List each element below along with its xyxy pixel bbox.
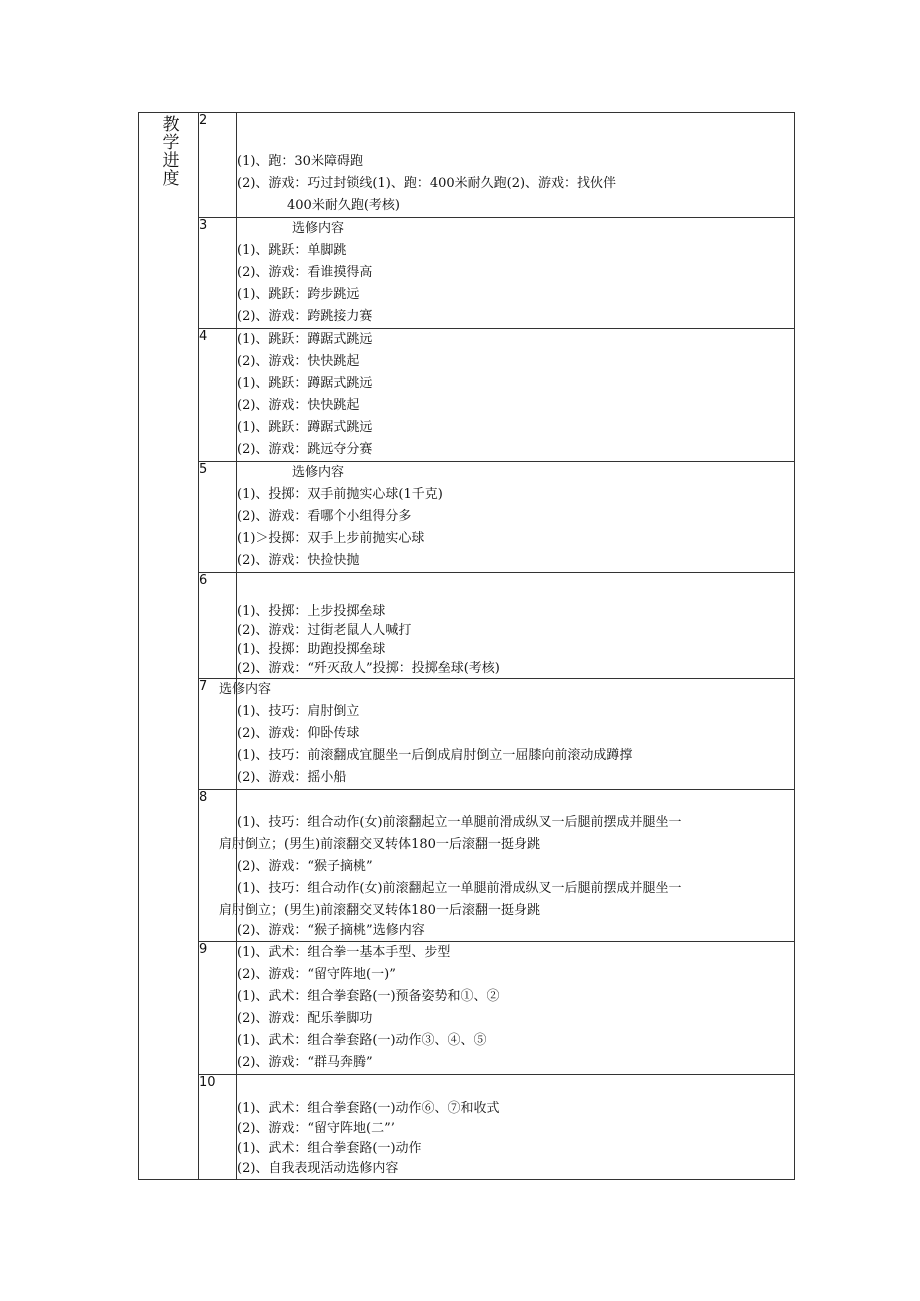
- row-content: [219, 679, 795, 790]
- table-row: [139, 942, 795, 1075]
- row-content: [237, 113, 795, 218]
- content-line: (2)、游戏：看谁摸得高: [237, 265, 373, 280]
- row-number: 5: [199, 462, 237, 573]
- content-line: (1)、武术：组合拳套路(一)动作③、④、⑤: [237, 1033, 487, 1048]
- content-line: [237, 790, 794, 812]
- table-row: [139, 1075, 795, 1180]
- content-line: (2)、游戏：跳远夺分赛: [237, 442, 373, 457]
- teaching-progress-header: 教学进度: [158, 115, 179, 187]
- row-content: [237, 1075, 795, 1180]
- row-number: 10: [199, 1075, 237, 1180]
- table-row: [139, 573, 795, 679]
- content-line: (1)、跳跃：单脚跳: [237, 243, 347, 258]
- content-line: (2)、游戏：配乐拳脚功: [237, 1011, 373, 1026]
- content-line: (1)、技巧：组合动作(女)前滚翻起立一单腿前滑成纵叉一后腿前摆成并腿坐一: [237, 881, 682, 896]
- table-row: [139, 462, 795, 573]
- row-number: 8: [199, 790, 237, 942]
- row-number: 7: [199, 679, 237, 790]
- content-line: (1)、跑：30米障碍跑: [237, 154, 363, 169]
- content-line: (2)、游戏：过街老鼠人人喊打: [237, 623, 412, 638]
- row-content: [237, 218, 795, 329]
- row-content: [219, 790, 795, 942]
- content-line: 选修内容: [292, 465, 345, 480]
- content-line: (2)、游戏：“群马奔腾”: [237, 1055, 373, 1070]
- content-line: [237, 583, 794, 602]
- content-line: (2)、游戏：跨跳接力赛: [237, 309, 373, 324]
- content-line: (1)、跳跃：跨步跳远: [237, 287, 360, 302]
- content-line: (1)、技巧：组合动作(女)前滚翻起立一单腿前滑成纵叉一后腿前摆成并腿坐一: [237, 815, 682, 830]
- content-line: (2)、游戏：“留守阵地(二”’: [237, 1121, 395, 1136]
- row-content: [237, 329, 795, 462]
- content-line: (1)、技巧：前滚翻成宜腿坐一后倒成肩肘倒立一屈膝向前滚动成蹲撑: [237, 748, 633, 763]
- content-line: (1)、武术：组合拳套路(一)动作: [237, 1141, 422, 1156]
- schedule-table: [138, 112, 795, 1180]
- content-line: (2)、游戏：仰卧传球: [237, 726, 360, 741]
- table-row: [139, 790, 795, 942]
- content-line: 选修内容: [219, 682, 272, 697]
- content-line: (1)、跳跃：蹲踞式跳远: [237, 420, 373, 435]
- content-line: (2)、游戏：“歼灭敌人”投掷：投掷垒球(考核): [237, 661, 500, 676]
- row-number: 6: [199, 573, 237, 679]
- content-line: (2)、游戏：“猴子摘桃”: [237, 859, 373, 874]
- content-line: (1)、投掷：上步投掷垒球: [237, 604, 386, 619]
- content-line: (1)、投掷：双手前抛实心球(1千克): [237, 487, 443, 502]
- row-content: [237, 462, 795, 573]
- row-number: 9: [199, 942, 237, 1075]
- content-line: (2)、游戏：“猴子摘桃”选修内容: [237, 923, 425, 938]
- row-content: [237, 942, 795, 1075]
- content-line: (1)、武术：组合拳套路(一)动作⑥、⑦和收式: [237, 1101, 500, 1116]
- content-line: 肩肘倒立；(男生)前滚翻交叉转体180一后滚翻一挺身跳: [219, 903, 540, 918]
- table-row: [139, 329, 795, 462]
- content-line: 选修内容: [292, 221, 345, 236]
- header-cell: [139, 113, 199, 1180]
- content-line: (2)、游戏：巧过封锁线(1)、跑：400米耐久跑(2)、游戏：找伙伴: [237, 176, 617, 191]
- content-line: 肩肘倒立；(男生)前滚翻交叉转体180一后滚翻一挺身跳: [219, 837, 540, 852]
- table-row: [139, 679, 795, 790]
- content-line: (1)、武术：组合拳套路(一)预备姿势和①、②: [237, 989, 500, 1004]
- row-number: 2: [199, 113, 237, 218]
- row-number: 4: [199, 329, 237, 462]
- table-row: [139, 113, 795, 218]
- content-line: (1)＞投掷：双手上步前抛实心球: [237, 531, 425, 546]
- content-line: (1)、武术：组合拳一基本手型、步型: [237, 945, 451, 960]
- content-line: (1)、投掷：助跑投掷垒球: [237, 642, 386, 657]
- content-line: (2)、游戏：快快跳起: [237, 398, 360, 413]
- content-line: (2)、自我表现活动选修内容: [237, 1161, 399, 1176]
- row-content: [237, 573, 795, 679]
- content-line: [237, 129, 794, 151]
- content-line: (2)、游戏：快捡快抛: [237, 553, 360, 568]
- content-line: 400米耐久跑(考核): [287, 198, 400, 213]
- content-line: (2)、游戏：快快跳起: [237, 354, 360, 369]
- content-line: (1)、跳跃：蹲踞式跳远: [237, 376, 373, 391]
- content-line: (2)、游戏：看哪个小组得分多: [237, 509, 412, 524]
- table-row: [139, 218, 795, 329]
- content-line: [237, 1079, 794, 1099]
- content-line: (2)、游戏：摇小船: [237, 770, 347, 785]
- content-line: (1)、跳跃：蹲踞式跳远: [237, 332, 373, 347]
- content-line: (1)、技巧：肩肘倒立: [237, 704, 360, 719]
- content-line: (2)、游戏：“留守阵地(一)”: [237, 967, 396, 982]
- row-number: 3: [199, 218, 237, 329]
